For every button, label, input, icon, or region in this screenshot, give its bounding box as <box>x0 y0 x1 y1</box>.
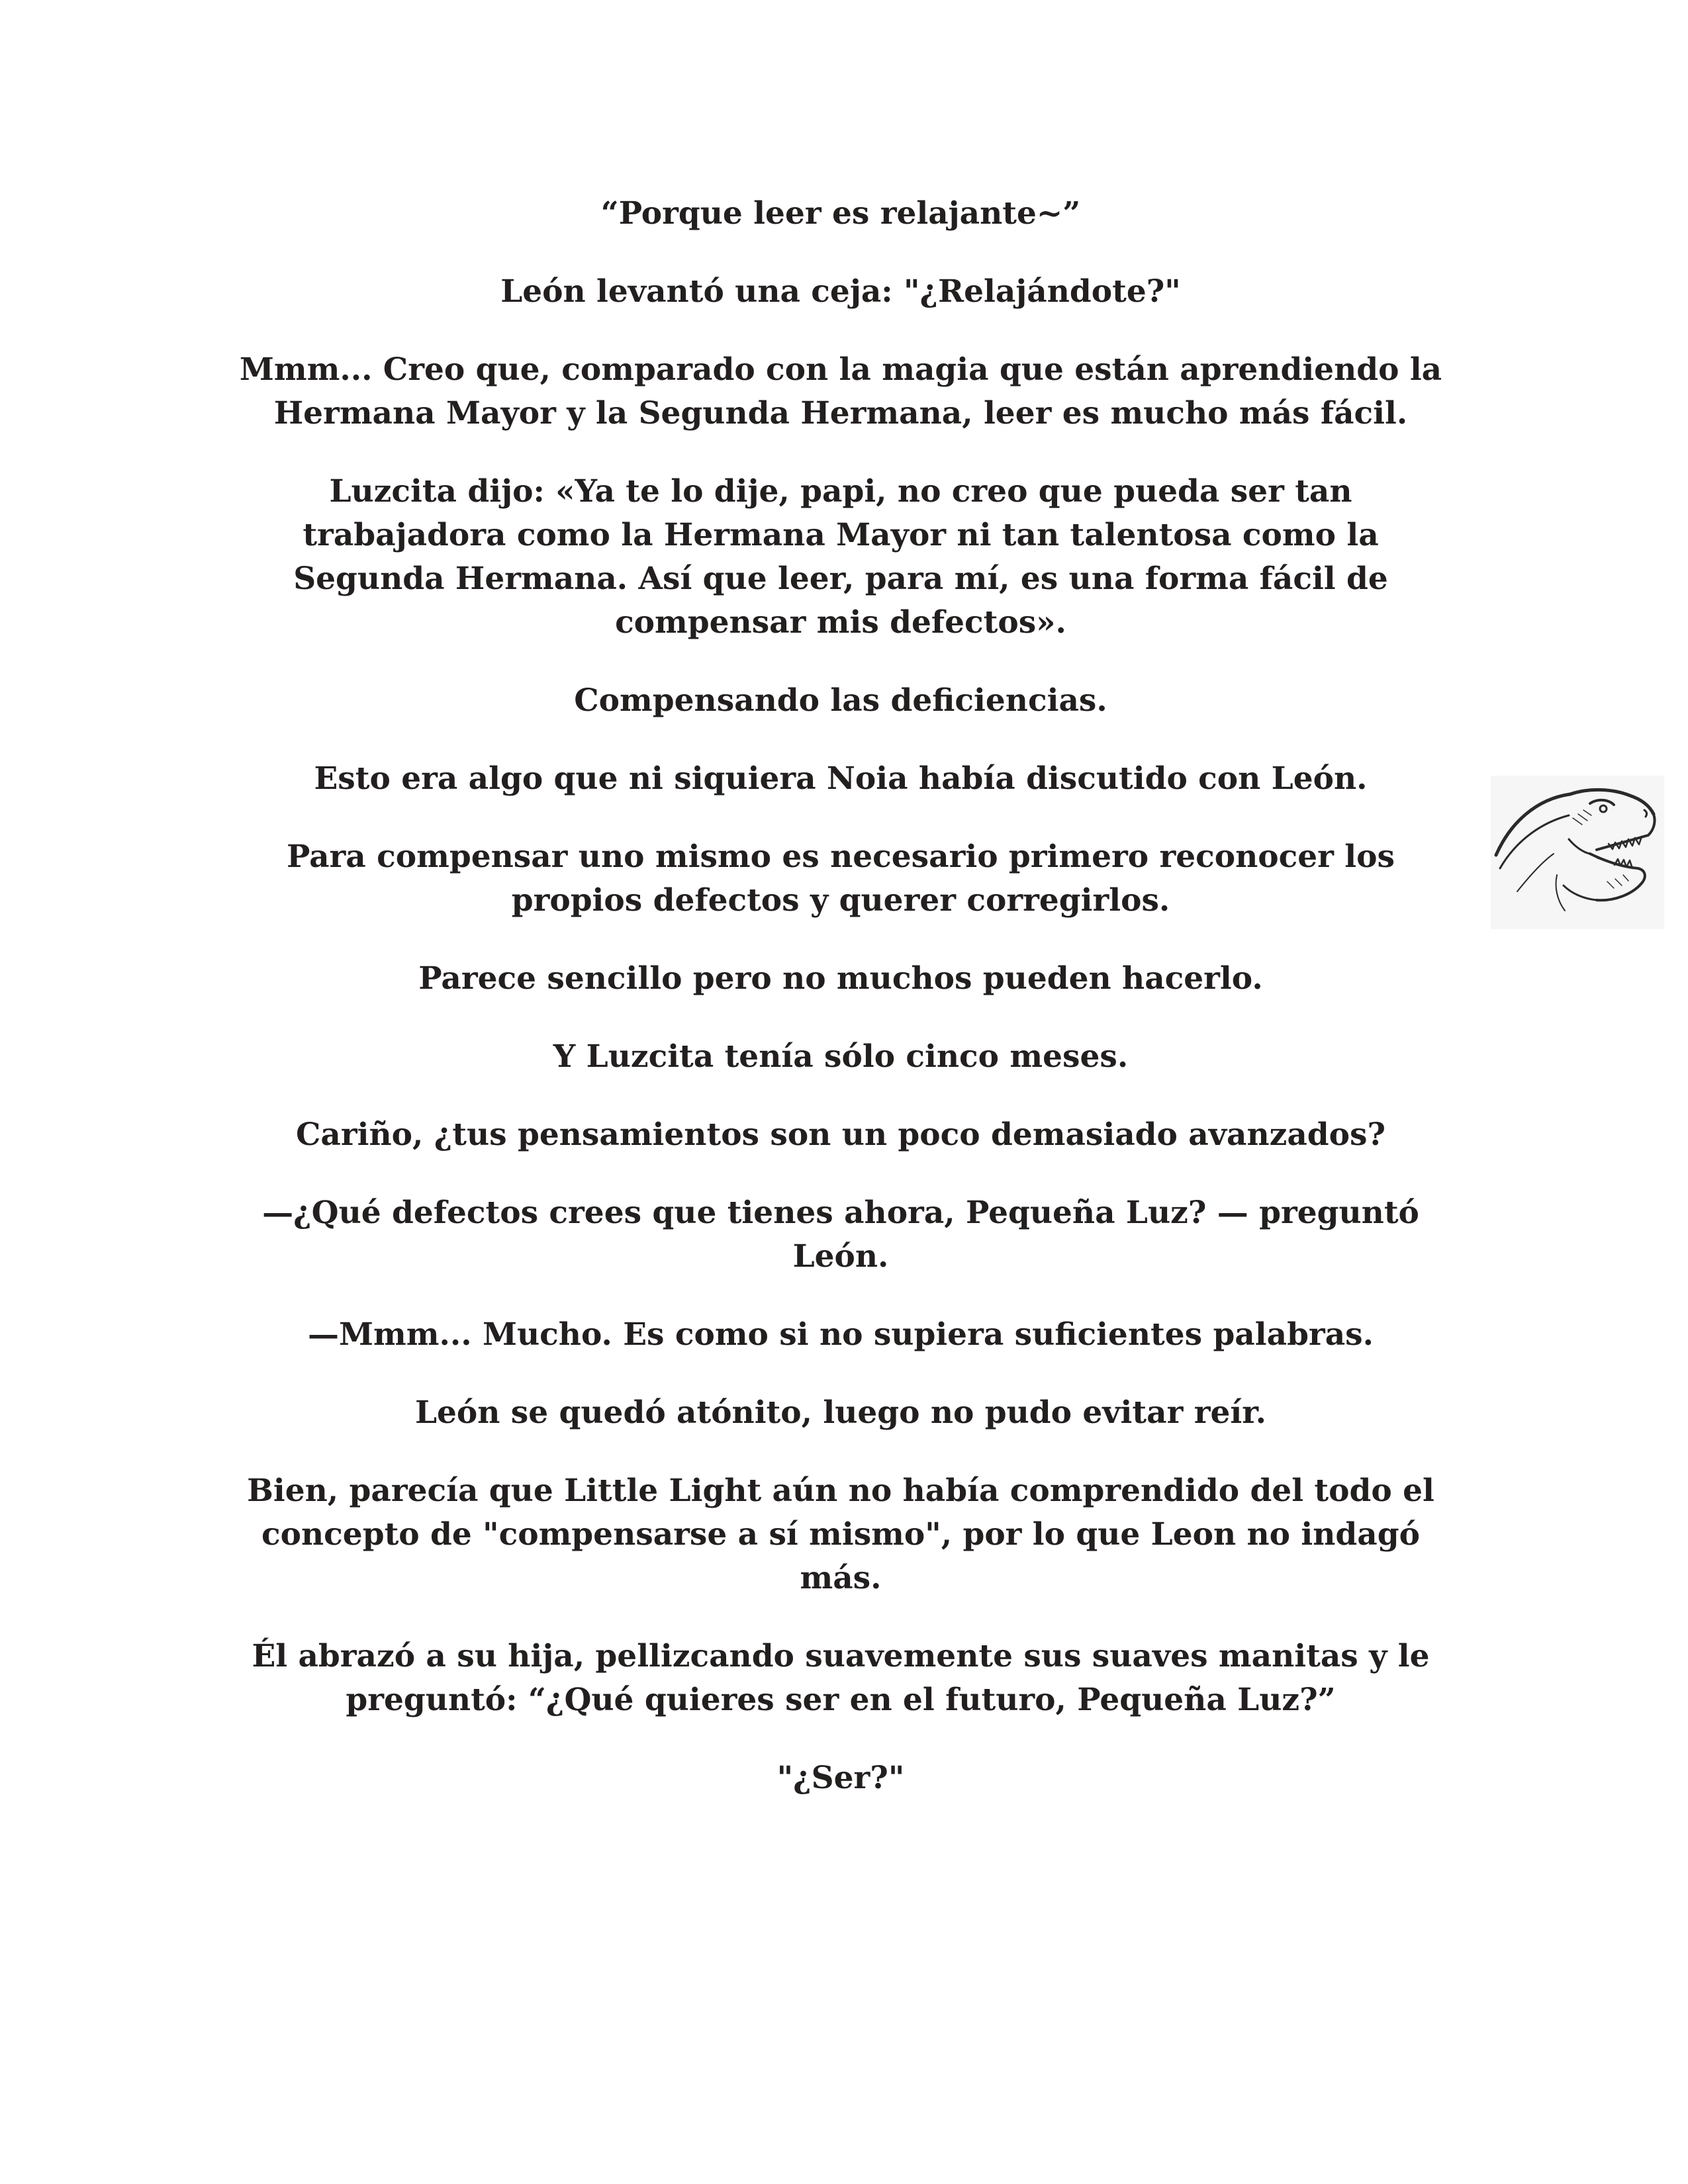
paragraph-2: León levantó una ceja: "¿Relajándote?" <box>500 273 1181 310</box>
paragraph-9: Y Luzcita tenía sólo cinco meses. <box>553 1038 1129 1075</box>
paragraph-12: —Mmm... Mucho. Es como si no supiera suficientes palabras. <box>308 1316 1374 1353</box>
paragraph-3: Mmm... Creo que, comparado con la magia que están aprendiendo la Hermana Mayor y la Segunda Hermana, leer es mucho más fácil. <box>239 351 1442 432</box>
paragraph-6: Esto era algo que ni siquiera Noia había discutido con León. <box>314 760 1368 797</box>
paragraph-7: Para compensar uno mismo es necesario primero reconocer los propios defectos y querer corregirlos. <box>287 839 1395 919</box>
paragraph-8: Parece sencillo pero no muchos pueden hacerlo. <box>418 960 1263 997</box>
paragraph-11: —¿Qué defectos crees que tienes ahora, Pequeña Luz? — preguntó León. <box>262 1195 1419 1275</box>
document-body <box>225 192 1456 1835</box>
paragraph-16: "¿Ser?" <box>776 1760 905 1796</box>
dinosaur-head-sketch-icon <box>1491 776 1664 929</box>
paragraph-10: Cariño, ¿tus pensamientos son un poco demasiado avanzados? <box>296 1116 1385 1153</box>
paragraph-4: Luzcita dijo: «Ya te lo dije, papi, no creo que pueda ser tan trabajadora como la Hermana Mayor ni tan talentosa como la Segunda Hermana. Así que leer, para mí, es una forma fácil de compensar mis defectos». <box>293 473 1388 641</box>
paragraph-1: “Porque leer es relajante~” <box>600 195 1081 232</box>
paragraph-15: Él abrazó a su hija, pellizcando suavemente sus suaves manitas y le preguntó: “¿Qué quieres ser en el futuro, Pequeña Luz?” <box>252 1638 1430 1718</box>
paragraph-13: León se quedó atónito, luego no pudo evitar reír. <box>414 1394 1267 1431</box>
paragraph-14: Bien, parecía que Little Light aún no había comprendido del todo el concepto de "compensarse a sí mismo", por lo que Leon no indagó más. <box>247 1473 1434 1596</box>
paragraph-5: Compensando las deficiencias. <box>574 682 1107 719</box>
